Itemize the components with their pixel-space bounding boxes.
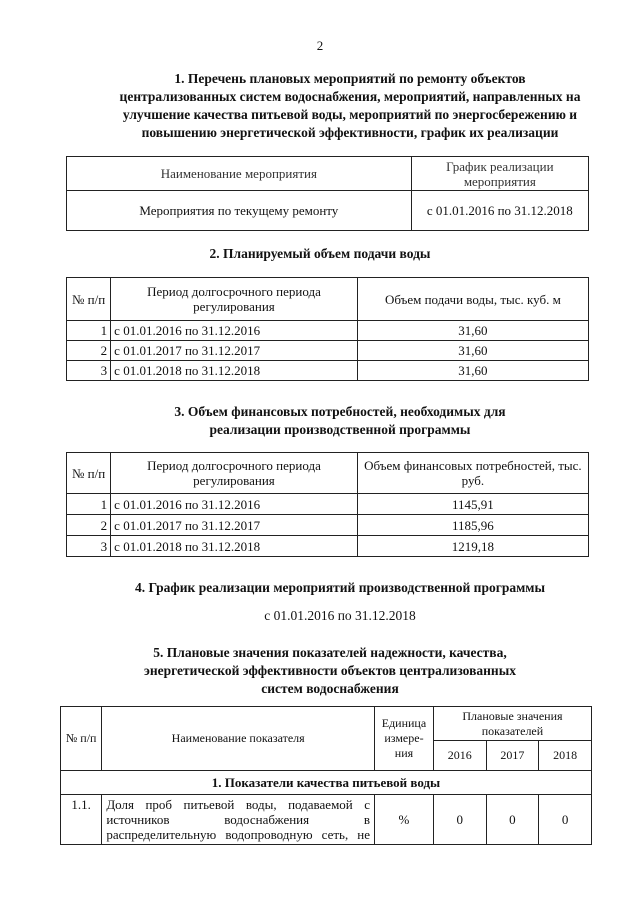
page-number: 2: [316, 38, 324, 53]
header-period: Период долгосрочного периода регулирования: [111, 278, 358, 321]
table-row: [61, 795, 592, 845]
table-row: [67, 341, 589, 361]
section5-table: [60, 706, 592, 845]
table-row: [67, 191, 589, 231]
row-period: с 01.01.2016 по 31.12.2016: [111, 494, 358, 515]
row-amount: 1219,18: [357, 536, 588, 557]
section5-title-line: систем водоснабжения: [261, 681, 399, 696]
table-row: [67, 321, 589, 341]
row-number: 2: [67, 515, 111, 536]
table-header-row: [67, 278, 589, 321]
section5-title: [20, 644, 640, 698]
table-header-row: [67, 453, 589, 494]
row-indicator-name: [102, 795, 375, 845]
group-row: [61, 771, 592, 795]
indicator-name-line: Доля проб питьевой воды, подаваемой с: [106, 797, 371, 812]
table-header-row: [67, 157, 589, 191]
row-volume: 31,60: [357, 361, 588, 381]
header-number: № п/п: [67, 453, 111, 494]
row-period: с 01.01.2016 по 31.12.2016: [111, 321, 358, 341]
section3-title: [20, 403, 640, 439]
row-unit: %: [375, 795, 434, 845]
row-number: 1: [67, 321, 111, 341]
header-year: 2016: [433, 741, 486, 771]
header-number: № п/п: [67, 278, 111, 321]
table-header-row: [61, 707, 592, 741]
header-financial-needs: Объем финансовых потребностей, тыс. руб.: [357, 453, 588, 494]
header-schedule: График реализации мероприятия: [411, 157, 588, 191]
row-number: 2: [67, 341, 111, 361]
section1-title-line: 1. Перечень плановых мероприятий по ремонту объектов: [174, 71, 526, 86]
table-row: [67, 515, 589, 536]
header-unit: Единица измере-ния: [375, 707, 434, 771]
row-amount: 1185,96: [357, 515, 588, 536]
header-planned-values: Плановые значения показателей: [433, 707, 591, 741]
indicator-name-line: источников водоснабжения в: [106, 812, 371, 827]
section1-title-line: улучшение качества питьевой воды, мероприятий по энергосбережению и: [122, 107, 578, 122]
section1-table: [66, 156, 589, 231]
section4-period: с 01.01.2016 по 31.12.2018: [264, 608, 416, 623]
row-number: 1: [67, 494, 111, 515]
row-volume: 31,60: [357, 321, 588, 341]
header-indicator-name: Наименование показателя: [102, 707, 375, 771]
table-row: [67, 361, 589, 381]
header-year: 2018: [539, 741, 592, 771]
row-period: с 01.01.2018 по 31.12.2018: [111, 361, 358, 381]
section3-table: [66, 452, 589, 557]
row-amount: 1145,91: [357, 494, 588, 515]
section2-table: [66, 277, 589, 381]
header-number: № п/п: [61, 707, 102, 771]
indicator-name-line: распределительную водопроводную сеть, не: [106, 827, 371, 842]
table-row: [67, 536, 589, 557]
table-row: [67, 494, 589, 515]
row-value-2017: 0: [486, 795, 539, 845]
group-title: 1. Показатели качества питьевой воды: [61, 771, 592, 795]
section1-title: [40, 70, 640, 142]
activity-name: Мероприятия по текущему ремонту: [67, 191, 412, 231]
header-period: Период долгосрочного периода регулирования: [111, 453, 358, 494]
section2-title: 2. Планируемый объем подачи воды: [209, 246, 431, 261]
row-period: с 01.01.2017 по 31.12.2017: [111, 341, 358, 361]
section5-title-line: 5. Плановые значения показателей надежности, качества,: [153, 645, 507, 660]
header-volume: Объем подачи воды, тыс. куб. м: [357, 278, 588, 321]
activity-schedule: с 01.01.2016 по 31.12.2018: [411, 191, 588, 231]
row-number: 3: [67, 361, 111, 381]
row-period: с 01.01.2017 по 31.12.2017: [111, 515, 358, 536]
row-period: с 01.01.2018 по 31.12.2018: [111, 536, 358, 557]
section3-title-line: реализации производственной программы: [209, 422, 471, 437]
section5-title-line: энергетической эффективности объектов централизованных: [143, 663, 516, 678]
section4-title: 4. График реализации мероприятий производственной программы: [134, 580, 546, 595]
row-number: 3: [67, 536, 111, 557]
header-year: 2017: [486, 741, 539, 771]
row-value-2018: 0: [539, 795, 592, 845]
section1-title-line: централизованных систем водоснабжения, мероприятий, направленных на: [119, 89, 581, 104]
row-value-2016: 0: [433, 795, 486, 845]
row-volume: 31,60: [357, 341, 588, 361]
header-activity-name: Наименование мероприятия: [67, 157, 412, 191]
section1-title-line: повышению энергетической эффективности, график их реализации: [141, 125, 559, 140]
row-number: 1.1.: [61, 795, 102, 845]
section3-title-line: 3. Объем финансовых потребностей, необходимых для: [174, 404, 506, 419]
